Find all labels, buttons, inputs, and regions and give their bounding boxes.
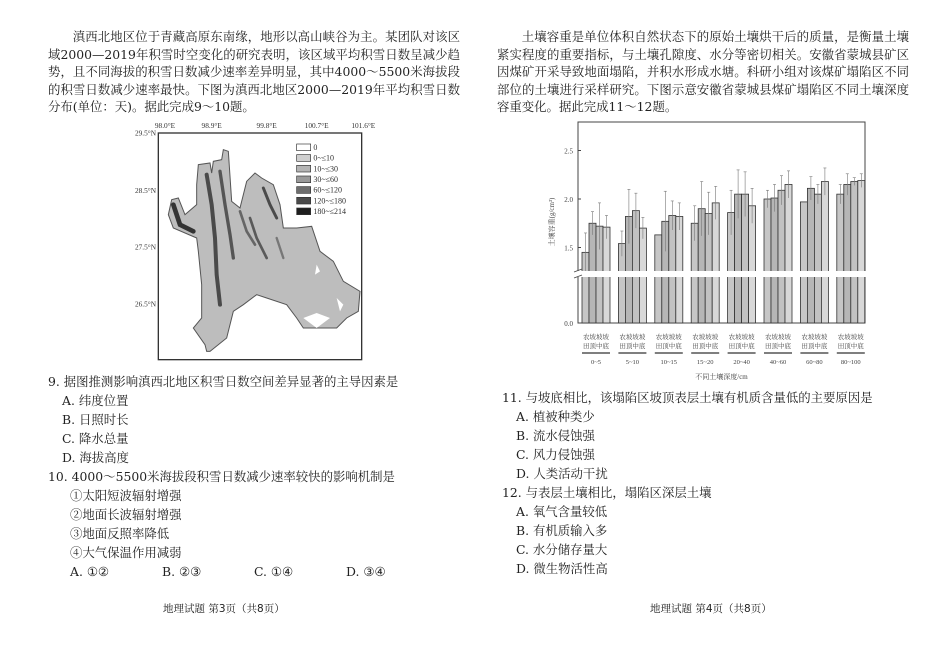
q10-item-2: ②地面长波辐射增强 — [70, 507, 182, 522]
bar-坡中-60~80 — [814, 194, 821, 323]
q10-option-a: A. ①② — [70, 564, 110, 579]
legend-swatch — [297, 208, 311, 215]
bar-农田-10~15 — [655, 235, 662, 323]
q10-option-d: D. ③④ — [346, 564, 386, 579]
group-sublabel-bottom: 田顶中底 — [692, 343, 719, 350]
group-sublabel-top: 农坡坡坡 — [801, 334, 828, 341]
x-axis-label: 不同土壤深度/cm — [695, 373, 748, 381]
group-sublabel-bottom: 田顶中底 — [728, 343, 755, 350]
group-sublabel-top: 农坡坡坡 — [619, 334, 646, 341]
longitude-label: 101.6°E — [351, 121, 376, 130]
category-label: 20~40 — [733, 359, 750, 366]
legend-swatch — [297, 165, 311, 172]
q9-option-a: A. 纬度位置 — [62, 393, 129, 408]
bar-坡中-80~100 — [851, 182, 858, 323]
legend-swatch — [297, 155, 311, 162]
q11-option-d: D. 人类活动干扰 — [516, 466, 608, 481]
group-sublabel-bottom: 田顶中底 — [655, 343, 682, 350]
category-label: 40~60 — [769, 359, 787, 366]
legend-swatch — [297, 197, 311, 204]
legend-label: 0~≤10 — [313, 153, 335, 163]
q12-option-a: A. 氧气含量较低 — [516, 504, 608, 519]
bar-坡底-80~100 — [858, 181, 865, 323]
bar-农田-40~60 — [764, 199, 771, 323]
category-label: 80~100 — [840, 359, 861, 366]
group-sublabel-bottom: 田顶中底 — [765, 343, 791, 350]
bar-坡顶-40~60 — [771, 198, 778, 323]
latitude-label: 27.5°N — [134, 242, 156, 252]
question-9 — [48, 372, 438, 581]
q11-option-a: A. 植被种类少 — [516, 409, 595, 424]
bar-坡中-40~60 — [778, 190, 785, 323]
q10-item-1: ①太阳短波辐射增强 — [70, 488, 182, 503]
longitude-label: 98.0°E — [154, 121, 176, 130]
q10-option-c: C. ①④ — [254, 564, 294, 579]
group-sublabel-bottom: 田顶中底 — [583, 343, 609, 350]
q9-option-b: B. 日照时长 — [62, 412, 129, 427]
legend-label: 180~≤214 — [313, 207, 347, 216]
bar-坡底-20~40 — [749, 206, 756, 323]
bar-坡底-40~60 — [785, 184, 792, 323]
bar-坡中-10~15 — [669, 215, 676, 323]
legend-swatch — [297, 187, 311, 194]
bar-坡底-15~20 — [712, 203, 719, 323]
longitude-label: 100.7°E — [304, 121, 329, 130]
bar-农田-80~100 — [837, 194, 844, 323]
latitude-label: 28.5°N — [134, 186, 156, 195]
group-sublabel-top: 农坡坡坡 — [655, 334, 682, 341]
q10-options — [48, 562, 438, 581]
q10-item-4: ④大气保温作用减弱 — [70, 545, 182, 560]
group-sublabel-top: 农坡坡坡 — [765, 334, 791, 341]
soil-bulk-density-chart — [540, 117, 880, 385]
bar-坡顶-80~100 — [844, 184, 851, 323]
question-12-stem: 12. 与表层土壤相比，塌陷区深层土壤 — [502, 485, 712, 500]
group-sublabel-top: 农坡坡坡 — [692, 334, 719, 341]
snow-days-map — [130, 118, 390, 368]
y-tick-label: 2.5 — [564, 147, 573, 156]
group-sublabel-bottom: 田顶中底 — [837, 343, 864, 350]
q10-item-3: ③地面反照率降低 — [70, 526, 170, 541]
right-page-footer: 地理试题 第4页（共8页） — [650, 603, 772, 615]
q11-option-b: B. 流水侵蚀强 — [516, 428, 595, 443]
latitude-label: 26.5°N — [134, 299, 156, 309]
longitude-label: 98.9°E — [201, 121, 222, 130]
legend-swatch — [297, 144, 311, 151]
bar-农田-60~80 — [800, 202, 807, 323]
legend-label: 30~≤60 — [313, 175, 339, 184]
group-sublabel-top: 农坡坡坡 — [728, 334, 755, 341]
q9-option-c: C. 降水总量 — [62, 431, 129, 446]
category-label: 5~10 — [625, 359, 640, 366]
bar-坡底-10~15 — [676, 216, 683, 323]
longitude-label: 99.8°E — [256, 121, 277, 130]
legend-label: 120~≤180 — [313, 196, 347, 206]
question-9-stem: 9. 据图推测影响滇西北地区积雪日数空间差异显著的主导因素是 — [48, 374, 399, 389]
left-intro-paragraph: 滇西北地区位于青藏高原东南缘，地形以高山峡谷为主。某团队对该区域2000—2019年积雪时空变化的研究表明，该区域平均积雪日数呈减少趋势，且不同海拔的积雪日数减少速率差异明显，其中4000～5500米海拔段的积雪日数减少速率最快。下图为滇西北地区2000—2019年平均积雪日数分布(单位：天)。据此完成9～10题。 — [48, 29, 460, 114]
q12-option-d: D. 微生物活性高 — [516, 561, 608, 576]
question-11 — [502, 388, 873, 578]
q12-option-c: C. 水分储存量大 — [516, 542, 608, 557]
y-tick-label: 1.5 — [564, 244, 573, 253]
q10-option-b: B. ②③ — [162, 564, 202, 579]
y-axis-label: 土壤容重(g/cm³) — [548, 197, 556, 247]
axis-break — [574, 271, 869, 277]
left-page-footer: 地理试题 第3页（共8页） — [163, 603, 285, 615]
y-tick-label: 0.0 — [564, 320, 573, 328]
legend-label: 10~≤30 — [313, 164, 339, 174]
bar-坡底-60~80 — [821, 182, 828, 323]
group-sublabel-bottom: 田顶中底 — [619, 343, 646, 350]
y-tick-label: 2.0 — [564, 196, 573, 204]
group-sublabel-top: 农坡坡坡 — [583, 334, 609, 341]
question-10-stem: 10. 4000～5500米海拔段积雪日数减少速率较快的影响机制是 — [48, 469, 395, 484]
group-sublabel-top: 农坡坡坡 — [837, 334, 864, 341]
q11-option-c: C. 风力侵蚀强 — [516, 447, 595, 462]
q9-option-d: D. 海拔高度 — [62, 450, 129, 465]
group-sublabel-bottom: 田顶中底 — [801, 343, 828, 350]
legend-swatch — [297, 176, 311, 183]
question-11-stem: 11. 与坡底相比，该塌陷区坡顶表层土壤有机质含量低的主要原因是 — [502, 390, 873, 405]
category-label: 60~80 — [806, 359, 823, 366]
legend-label: 0 — [313, 143, 318, 152]
bar-坡顶-60~80 — [807, 188, 814, 323]
category-label: 0~5 — [590, 359, 602, 366]
category-label: 10~15 — [660, 359, 678, 366]
right-intro-paragraph: 土壤容重是单位体积自然状态下的原始土壤烘干后的质量，是衡量土壤紧实程度的重要指标，与土壤孔隙度、水分等密切相关。安徽省蒙城县矿区因煤矿开采导致地面塌陷，并积水形成水塘。科研小组对该煤矿塌陷区不同部位的土壤进行采样研究。下图示意安徽省蒙城县煤矿塌陷区不同土壤深度容重变化。据此完成11～12题。 — [497, 29, 909, 114]
latitude-label: 29.5°N — [134, 128, 156, 138]
legend-label: 60~≤120 — [313, 185, 343, 195]
q12-option-b: B. 有机质输入多 — [516, 523, 608, 538]
category-label: 15~20 — [696, 359, 714, 366]
